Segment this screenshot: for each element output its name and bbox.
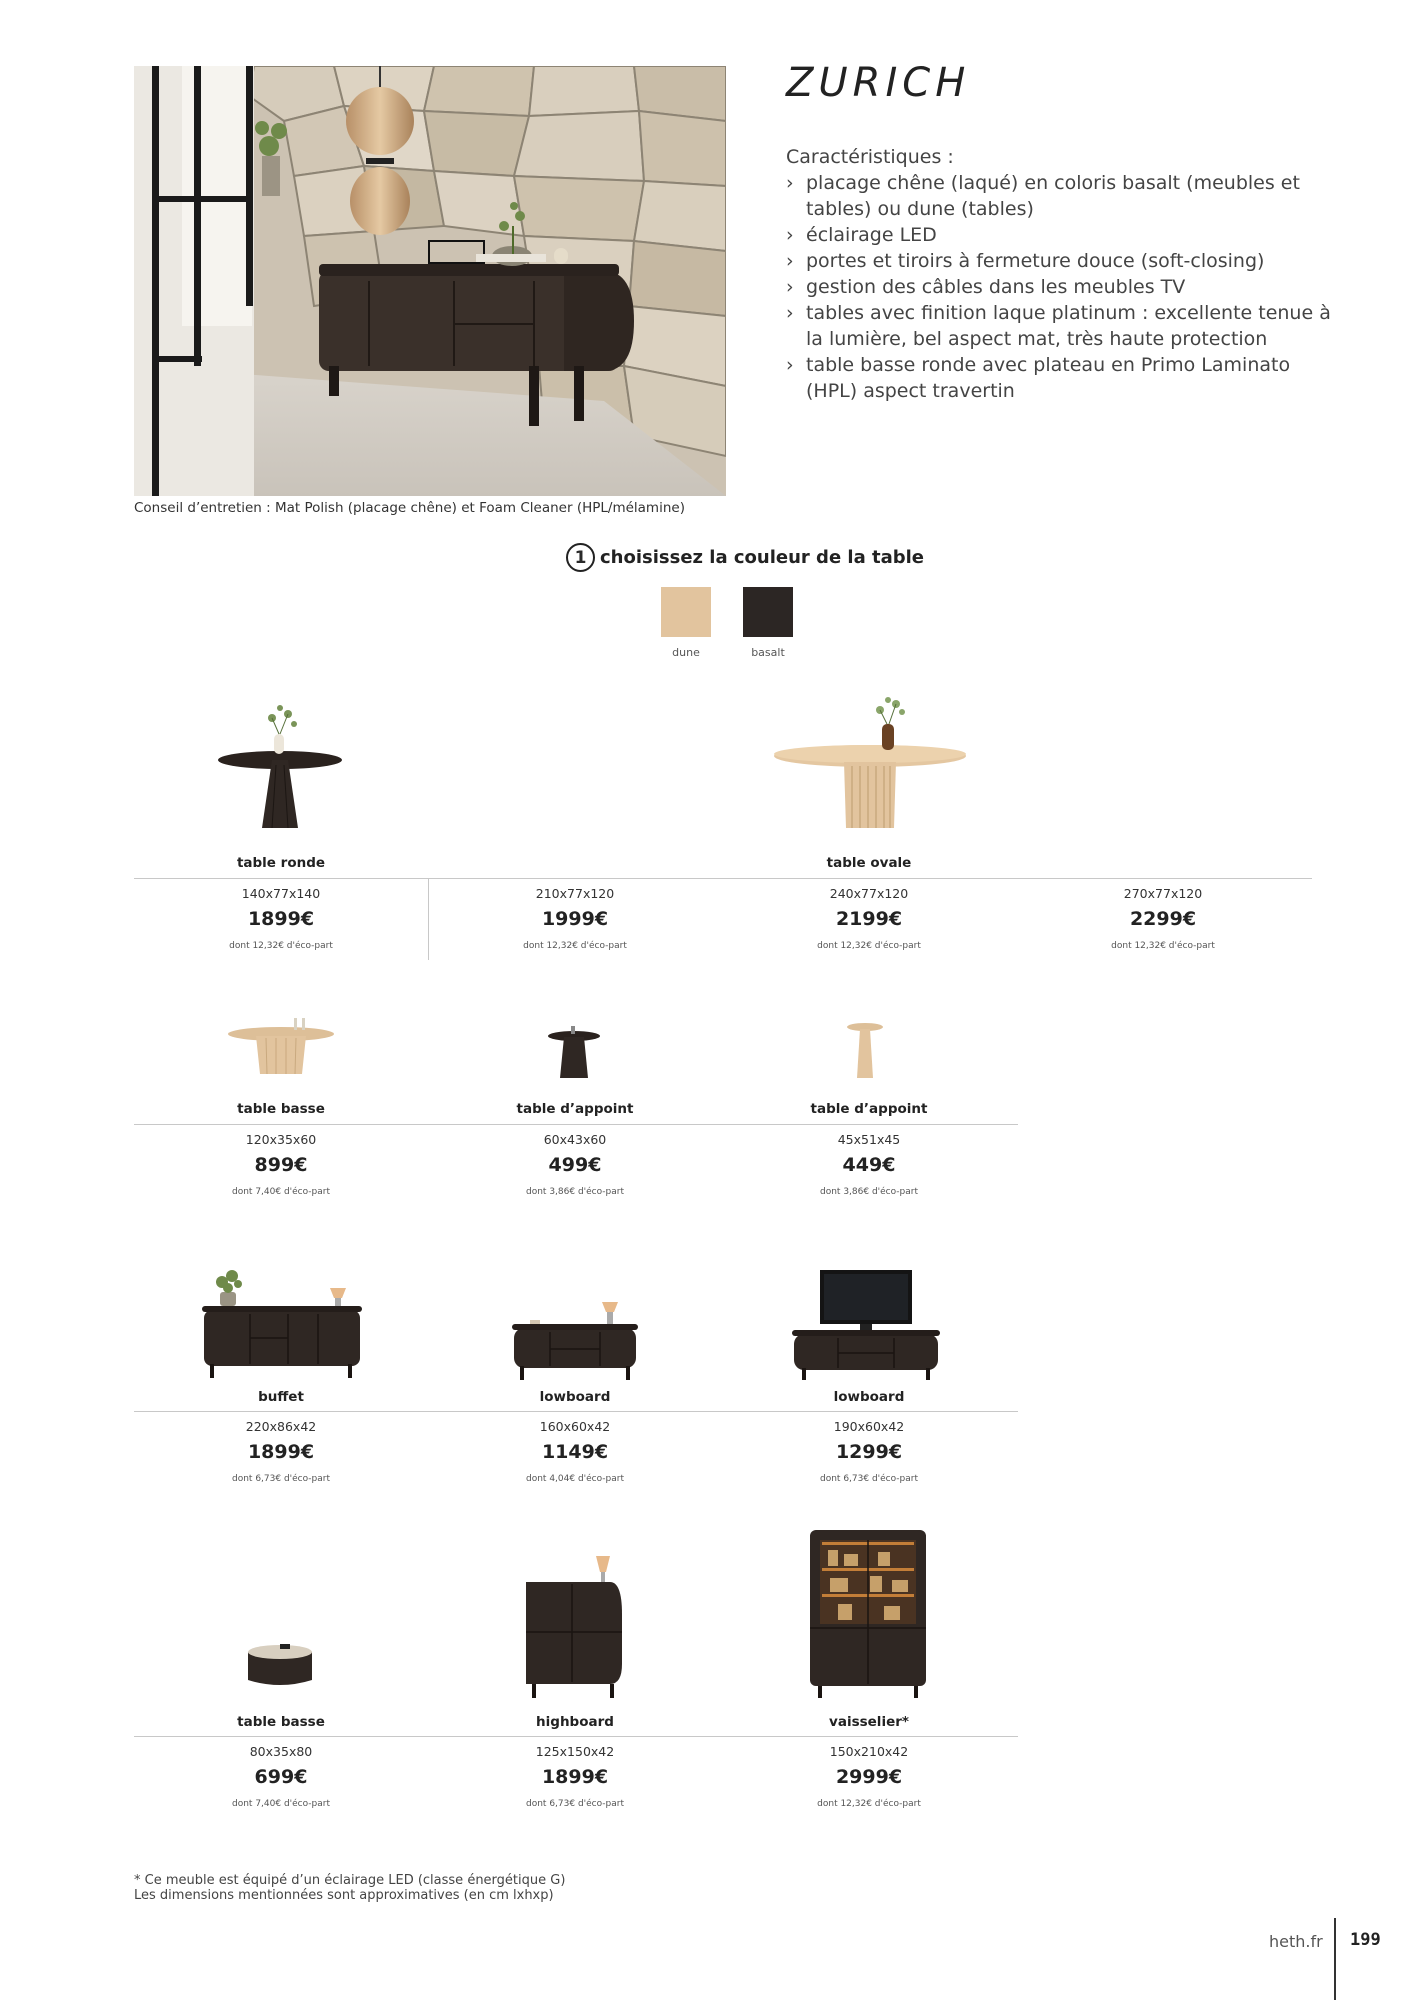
product-price: 2299€ xyxy=(1129,908,1197,930)
footnote-led: * Ce meuble est équipé d’un éclairage LED (classe énergétique G) xyxy=(134,1873,566,1888)
footnote xyxy=(134,1873,565,1903)
product-dimensions: 240x77x120 xyxy=(829,886,909,901)
chevron-right-icon: › xyxy=(786,250,794,272)
product-name: table basse xyxy=(237,1714,325,1730)
product-name: table ronde xyxy=(236,855,326,871)
feature-item: › tables avec finition laque platinum : excellente tenue à la lumière, bel aspect mat, très haute protection xyxy=(786,302,1331,350)
product-eco-fee: dont 12,32€ d'éco-part xyxy=(523,941,627,951)
swatch-basalt-label: basalt xyxy=(751,646,785,659)
row-divider xyxy=(134,878,1312,879)
product-price: 1899€ xyxy=(247,908,315,930)
product-price: 499€ xyxy=(548,1154,602,1176)
product-dimensions: 160x60x42 xyxy=(539,1419,611,1434)
feature-item: › gestion des câbles dans les meubles TV xyxy=(786,276,1186,298)
buffet-image xyxy=(200,1268,364,1382)
product-dimensions: 150x210x42 xyxy=(829,1744,909,1759)
table-appoint-dark-image xyxy=(544,1024,604,1080)
color-step xyxy=(566,543,924,572)
chevron-right-icon: › xyxy=(786,302,794,324)
product-price: 2199€ xyxy=(835,908,903,930)
feature-item: › éclairage LED xyxy=(786,224,937,246)
product-eco-fee: dont 4,04€ d'éco-part xyxy=(526,1474,624,1484)
product-name: lowboard xyxy=(833,1389,905,1405)
product-eco-fee: dont 6,73€ d'éco-part xyxy=(232,1474,330,1484)
collection-title: ZURICH xyxy=(786,60,971,106)
lowboard-160-image xyxy=(510,1298,640,1382)
product-eco-fee: dont 12,32€ d'éco-part xyxy=(1111,941,1215,951)
product-dimensions: 220x86x42 xyxy=(245,1419,317,1434)
product-name: buffet xyxy=(258,1389,304,1405)
table-basse-ronde-image xyxy=(244,1640,316,1690)
product-dimensions: 190x60x42 xyxy=(833,1419,905,1434)
chevron-right-icon: › xyxy=(786,276,794,298)
product-price: 1149€ xyxy=(541,1441,609,1463)
product-name: table d’appoint xyxy=(810,1101,928,1117)
product-price: 1999€ xyxy=(541,908,609,930)
feature-item: › table basse ronde avec plateau en Primo Laminato (HPL) aspect travertin xyxy=(786,354,1291,402)
product-eco-fee: dont 3,86€ d'éco-part xyxy=(526,1187,624,1197)
swatch-basalt[interactable] xyxy=(743,587,793,637)
highboard-image xyxy=(522,1554,626,1700)
step-number: 1 xyxy=(566,543,595,572)
feature-item: › placage chêne (laqué) en coloris basalt (meubles et tables) ou dune (tables) xyxy=(786,172,1300,220)
product-name: table basse xyxy=(237,1101,325,1117)
product-price: 2999€ xyxy=(835,1766,903,1788)
product-price: 1899€ xyxy=(541,1766,609,1788)
product-eco-fee: dont 12,32€ d'éco-part xyxy=(229,941,333,951)
product-dimensions: 125x150x42 xyxy=(535,1744,615,1759)
product-dimensions: 210x77x120 xyxy=(535,886,615,901)
table-ovale-image xyxy=(770,696,970,830)
table-appoint-dune-image xyxy=(840,1020,890,1080)
footnote-dimensions: Les dimensions mentionnées sont approximatives (en cm lxhxp) xyxy=(134,1888,554,1903)
swatch-dune-label: dune xyxy=(672,646,700,659)
row-divider xyxy=(134,1736,1018,1737)
product-eco-fee: dont 12,32€ d'éco-part xyxy=(817,941,921,951)
table-basse-image xyxy=(226,1016,336,1076)
product-dimensions: 45x51x45 xyxy=(837,1132,901,1147)
features-intro: Caractéristiques : xyxy=(786,146,954,168)
page-number: 199 xyxy=(1350,1930,1381,1950)
product-name: table ovale xyxy=(826,855,912,871)
product-name: highboard xyxy=(536,1714,614,1730)
product-price: 1299€ xyxy=(835,1441,903,1463)
product-dimensions: 270x77x120 xyxy=(1123,886,1203,901)
product-price: 1899€ xyxy=(247,1441,315,1463)
product-eco-fee: dont 3,86€ d'éco-part xyxy=(820,1187,918,1197)
website-link[interactable]: heth.fr xyxy=(1269,1932,1323,1951)
vaisselier-image xyxy=(808,1528,928,1700)
product-eco-fee: dont 6,73€ d'éco-part xyxy=(820,1474,918,1484)
product-dimensions: 80x35x80 xyxy=(249,1744,313,1759)
chevron-right-icon: › xyxy=(786,354,794,376)
product-name: vaisselier* xyxy=(829,1714,909,1730)
page-divider xyxy=(1334,1918,1336,2000)
hero-photo xyxy=(134,66,726,496)
product-price: 899€ xyxy=(254,1154,308,1176)
swatch-dune[interactable] xyxy=(661,587,711,637)
row-divider xyxy=(134,1124,1018,1125)
care-caption: Conseil d’entretien : Mat Polish (placage chêne) et Foam Cleaner (HPL/mélamine) xyxy=(134,500,685,516)
feature-item: › portes et tiroirs à fermeture douce (soft-closing) xyxy=(786,250,1265,272)
product-price: 449€ xyxy=(842,1154,896,1176)
product-dimensions: 60x43x60 xyxy=(543,1132,607,1147)
product-eco-fee: dont 7,40€ d'éco-part xyxy=(232,1187,330,1197)
product-eco-fee: dont 7,40€ d'éco-part xyxy=(232,1799,330,1809)
chevron-right-icon: › xyxy=(786,224,794,246)
product-name: lowboard xyxy=(539,1389,611,1405)
features-block xyxy=(786,144,1346,404)
step-label: choisissez la couleur de la table xyxy=(600,547,925,568)
lowboard-190-image xyxy=(790,1268,942,1382)
table-ronde-image xyxy=(210,700,350,830)
product-eco-fee: dont 12,32€ d'éco-part xyxy=(817,1799,921,1809)
product-name: table d’appoint xyxy=(516,1101,634,1117)
product-dimensions: 140x77x140 xyxy=(241,886,321,901)
row-divider xyxy=(134,1411,1018,1412)
chevron-right-icon: › xyxy=(786,172,794,194)
features-list xyxy=(786,170,1346,404)
product-eco-fee: dont 6,73€ d'éco-part xyxy=(526,1799,624,1809)
product-dimensions: 120x35x60 xyxy=(245,1132,317,1147)
product-price: 699€ xyxy=(254,1766,308,1788)
